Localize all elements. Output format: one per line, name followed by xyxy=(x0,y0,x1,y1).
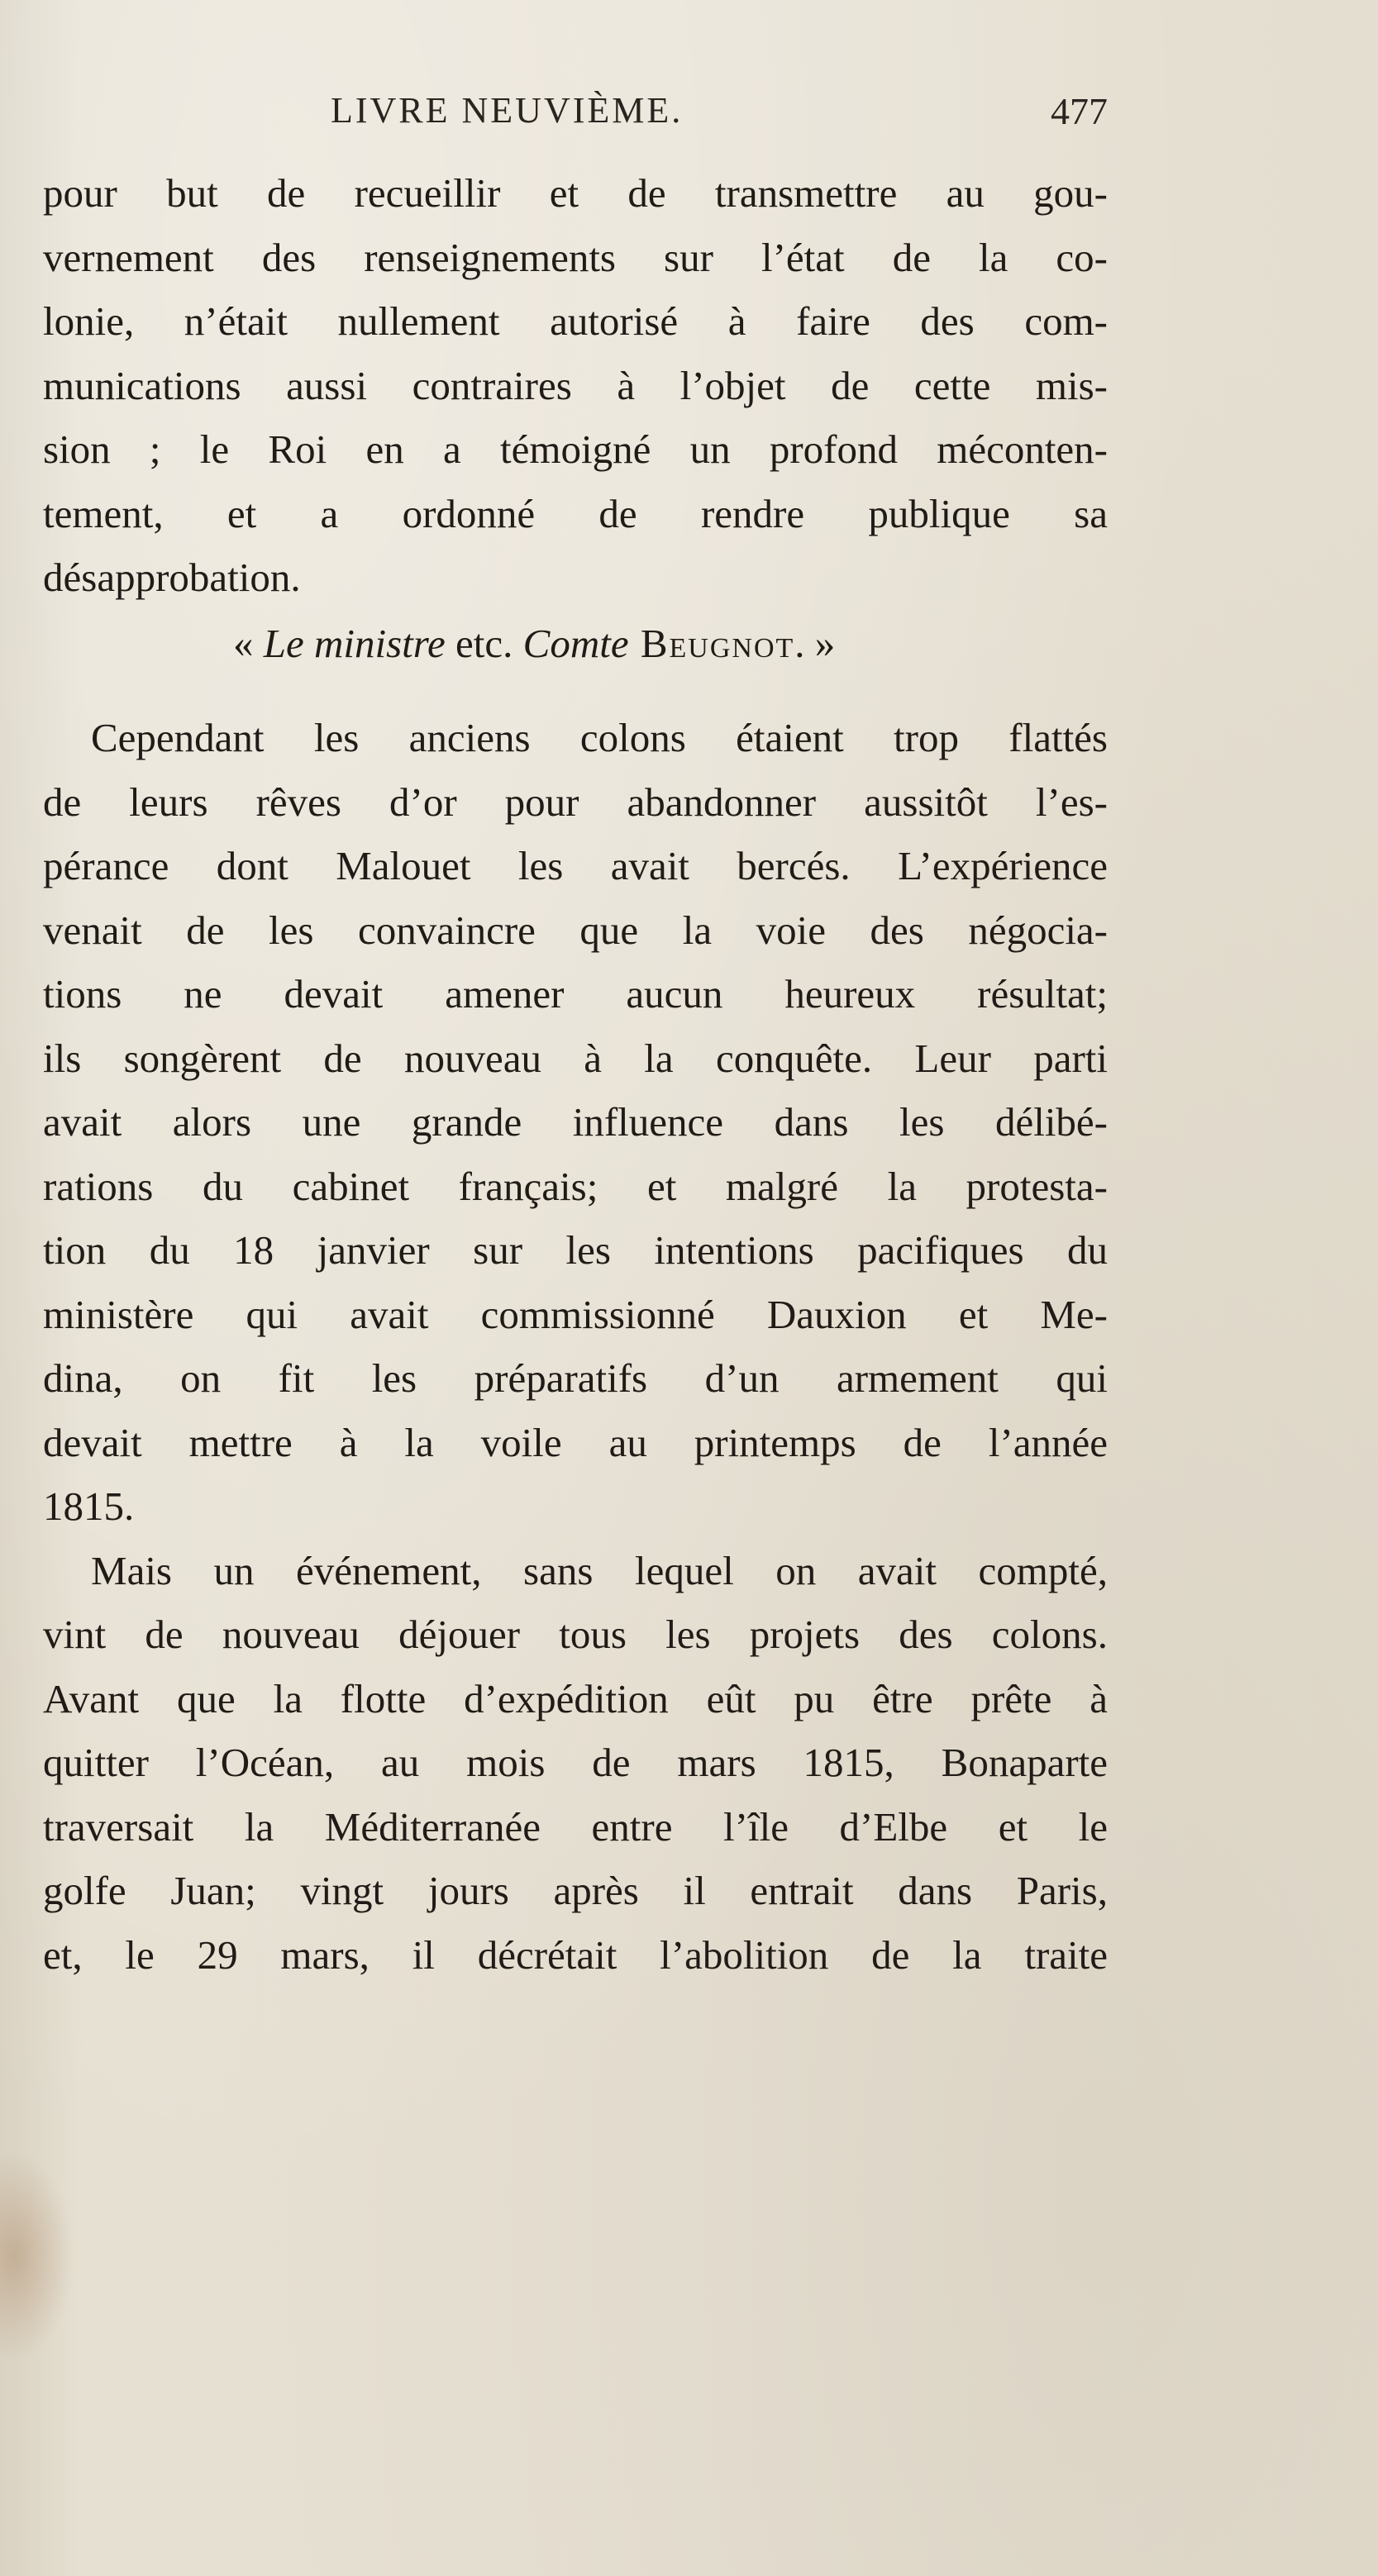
signature-minister: Le ministre xyxy=(263,620,446,666)
running-head: LIVRE NEUVIÈME. xyxy=(331,90,684,131)
text-line: vint de nouveau déjouer tous les projets des colons. xyxy=(43,1612,1108,1657)
text-line: 1815. xyxy=(43,1483,135,1529)
text-line: venait de les convaincre que la voie des négocia- xyxy=(43,907,1108,953)
text-line: lonie, n’était nullement autorisé à faire des com- xyxy=(43,298,1108,344)
page-header xyxy=(331,89,1108,155)
text-line: munications aussi contraires à l’objet de cette mis- xyxy=(43,362,1108,408)
text-line: rations du cabinet français; et malgré la protesta- xyxy=(43,1163,1108,1209)
text-line: quitter l’Océan, au mois de mars 1815, Bonaparte xyxy=(43,1740,1108,1785)
text-line: ministère qui avait commissionné Dauxion et Me- xyxy=(43,1291,1108,1337)
text-line: traversait la Méditerranée entre l’île d’Elbe et le xyxy=(43,1803,1108,1850)
text-line: désapprobation. xyxy=(43,555,301,600)
signature-title: Comte xyxy=(522,620,629,666)
text-line: Avant que la flotte d’expédition eût pu être prête à xyxy=(43,1675,1108,1721)
signature-close-quote: . » xyxy=(794,620,836,666)
text-line: pour but de recueillir et de transmettre au gou- xyxy=(43,170,1108,216)
body-text xyxy=(43,161,1108,1987)
text-line: sion ; le Roi en a témoigné un profond méconten- xyxy=(43,426,1108,472)
signature-name: Beugnot xyxy=(628,620,795,666)
text-line: tions ne devait amener aucun heureux résultat; xyxy=(43,971,1108,1017)
text-line: vernement des renseignements sur l’état de la co- xyxy=(43,234,1108,280)
text-line: tion du 18 janvier sur les intentions pacifiques du xyxy=(43,1227,1108,1273)
text-line: de leurs rêves d’or pour abandonner aussitôt l’es- xyxy=(43,779,1108,825)
text-line: Cependant les anciens colons étaient trop flattés xyxy=(91,715,1108,760)
text-line: golfe Juan; vingt jours après il entrait dans Paris, xyxy=(43,1868,1108,1913)
page-number: 477 xyxy=(1051,90,1108,132)
paper-stain xyxy=(0,2149,74,2364)
text-line: ils songèrent de nouveau à la conquête. Leur parti xyxy=(43,1035,1108,1081)
signature-etc: etc. xyxy=(445,620,523,666)
text-line: dina, on fit les préparatifs d’un armement qui xyxy=(43,1355,1108,1401)
paragraph-1 xyxy=(43,161,1108,610)
text-line: et, le 29 mars, il décrétait l’abolition de la traite xyxy=(43,1931,1108,1978)
signature-open-quote: « xyxy=(233,620,264,666)
text-line: devait mettre à la voile au printemps de l’année xyxy=(43,1419,1108,1465)
paragraph-2 xyxy=(43,706,1108,1539)
text-line: pérance dont Malouet les avait bercés. L’expérience xyxy=(43,843,1108,888)
text-line: Mais un événement, sans lequel on avait compté, xyxy=(91,1547,1108,1593)
text-line: avait alors une grande influence dans les délibé- xyxy=(43,1099,1108,1145)
text-line: tement, et a ordonné de rendre publique sa xyxy=(43,490,1108,536)
paragraph-3 xyxy=(43,1539,1108,1988)
signature-line xyxy=(43,612,1108,676)
